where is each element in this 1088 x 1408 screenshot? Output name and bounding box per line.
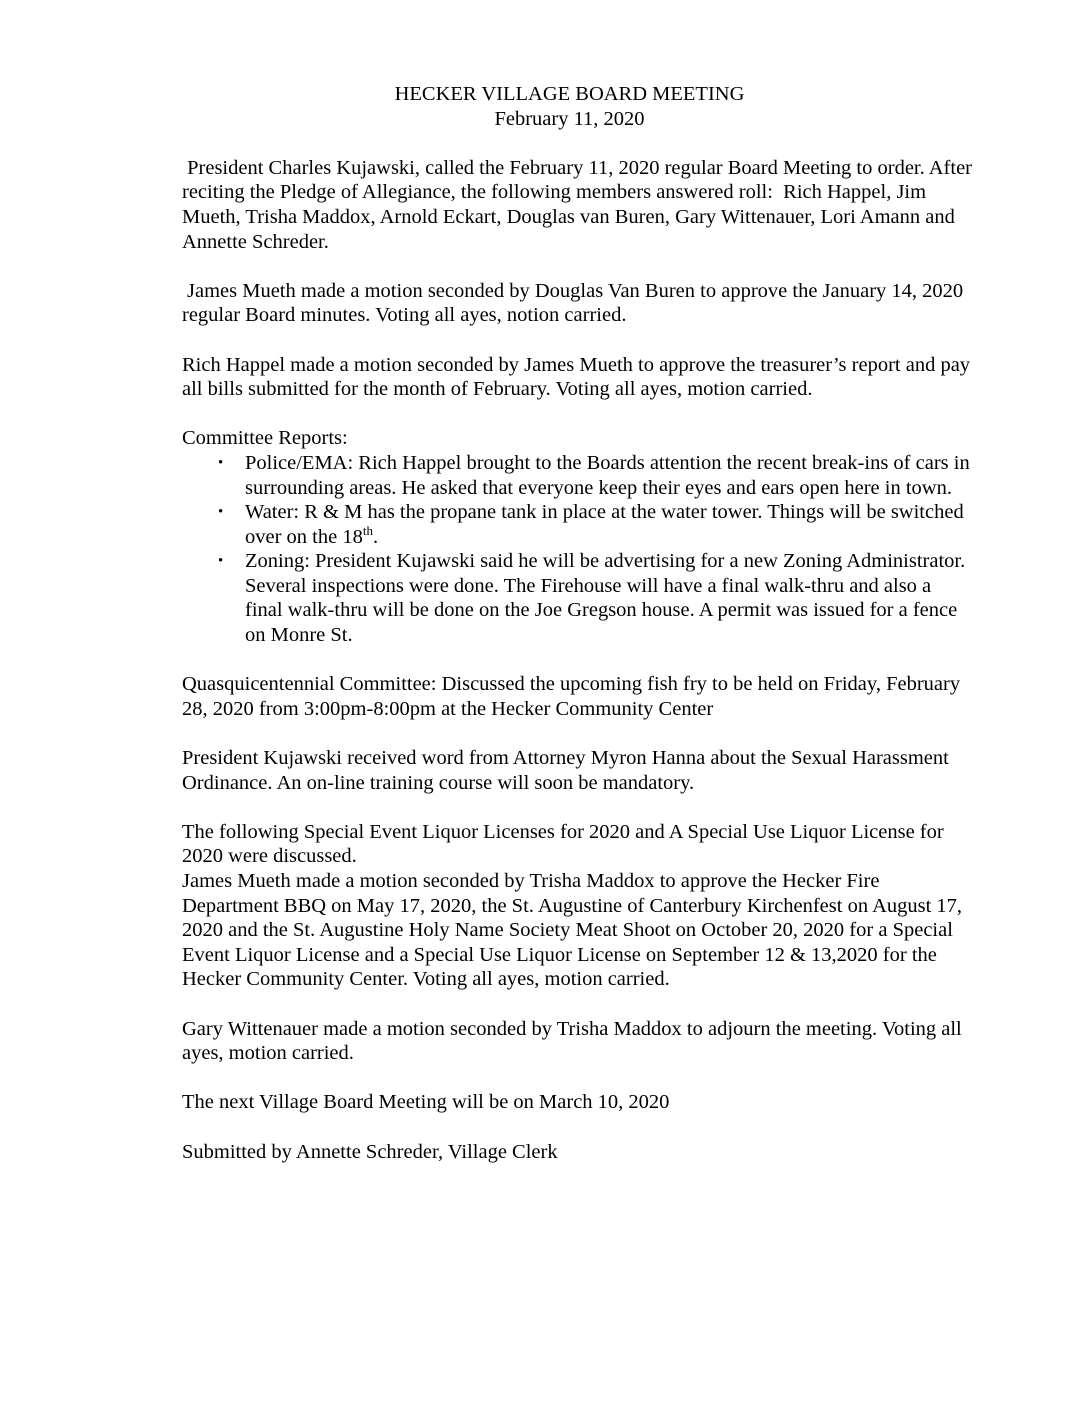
liquor-motion-paragraph: James Mueth made a motion seconded by Trisha Maddox to approve the Hecker Fire Department BBQ on May 17, 2020, the St. Augustine of Canterbury Kirchenfest on August 17, 2020 and the St. Augustine Holy Name Society Meat Shoot on October 20, 2020 for a Special Event Liquor License and a Special Use Liquor License on September 12 & 13,2020 for the Hecker Community Center. Voting all ayes, motion carried. <box>182 870 963 991</box>
committee-report-water <box>182 500 972 549</box>
ordinal-suffix: th <box>362 522 373 538</box>
adjourn-paragraph: Gary Wittenauer made a motion seconded by Trisha Maddox to adjourn the meeting. Voting all ayes, motion carried. <box>182 1017 962 1065</box>
call-to-order-paragraph: President Charles Kujawski, called the February 11, 2020 regular Board Meeting to order. After reciting the Pledge of Allegiance, the following members answered roll: Rich Happel, Jim Mueth, Trisha Maddox, Arnold Eckart, Douglas van Buren, Gary Wittenauer, Lori Amann and Annette Schreder. <box>182 156 978 253</box>
committee-report-text: Police/EMA: Rich Happel brought to the Boards attention the recent break-ins of cars in surrounding areas. He asked that everyone keep their eyes and ears open here in town. <box>245 451 970 499</box>
treasurer-motion-paragraph: Rich Happel made a motion seconded by James Mueth to approve the treasurer’s report and pay all bills submitted for the month of February. Voting all ayes, motion carried. <box>182 353 971 401</box>
committee-report-text-end: . <box>372 525 379 548</box>
quasquicentennial-paragraph: Quasquicentennial Committee: Discussed the upcoming fish fry to be held on Friday, February 28, 2020 from 3:00pm-8:00pm at the Hecker Community Center <box>182 673 961 720</box>
bullet-icon: • <box>218 553 224 570</box>
committee-reports-heading: Committee Reports: <box>182 427 348 450</box>
harassment-paragraph: President Kujawski received word from Attorney Myron Hanna about the Sexual Harassment Ordinance. An on-line training course will soon be mandatory. <box>182 747 949 794</box>
liquor-intro-paragraph: The following Special Event Liquor Licenses for 2020 and A Special Use Liquor License for 2020 were discussed. <box>182 820 944 868</box>
bullet-icon: • <box>218 454 224 471</box>
document-title: HECKER VILLAGE BOARD MEETING <box>394 83 745 105</box>
committee-report-text: Zoning: President Kujawski said he will be advertising for a new Zoning Administrator. Several inspections were done. The Firehouse will have a final walk-thru and also a final walk-thru will be done on the Joe Gregson house. A permit was issued for a fence on Monre St. <box>245 550 966 647</box>
minutes-motion-paragraph: James Mueth made a motion seconded by Douglas Van Buren to approve the January 14, 2020 regular Board minutes. Voting all ayes, notion carried. <box>182 279 964 327</box>
minutes-body <box>182 82 978 1164</box>
next-meeting-paragraph: The next Village Board Meeting will be on March 10, 2020 <box>182 1091 670 1114</box>
committee-reports-list <box>182 451 972 648</box>
committee-report-text: Water: R & M has the propane tank in place at the water tower. Things will be switched over on the 18 <box>245 501 964 548</box>
submitted-by-paragraph: Submitted by Annette Schreder, Village Clerk <box>182 1140 558 1163</box>
bullet-icon: • <box>218 504 224 521</box>
document-date: February 11, 2020 <box>494 107 645 130</box>
committee-report-zoning <box>182 549 972 647</box>
committee-report-police <box>182 451 972 500</box>
